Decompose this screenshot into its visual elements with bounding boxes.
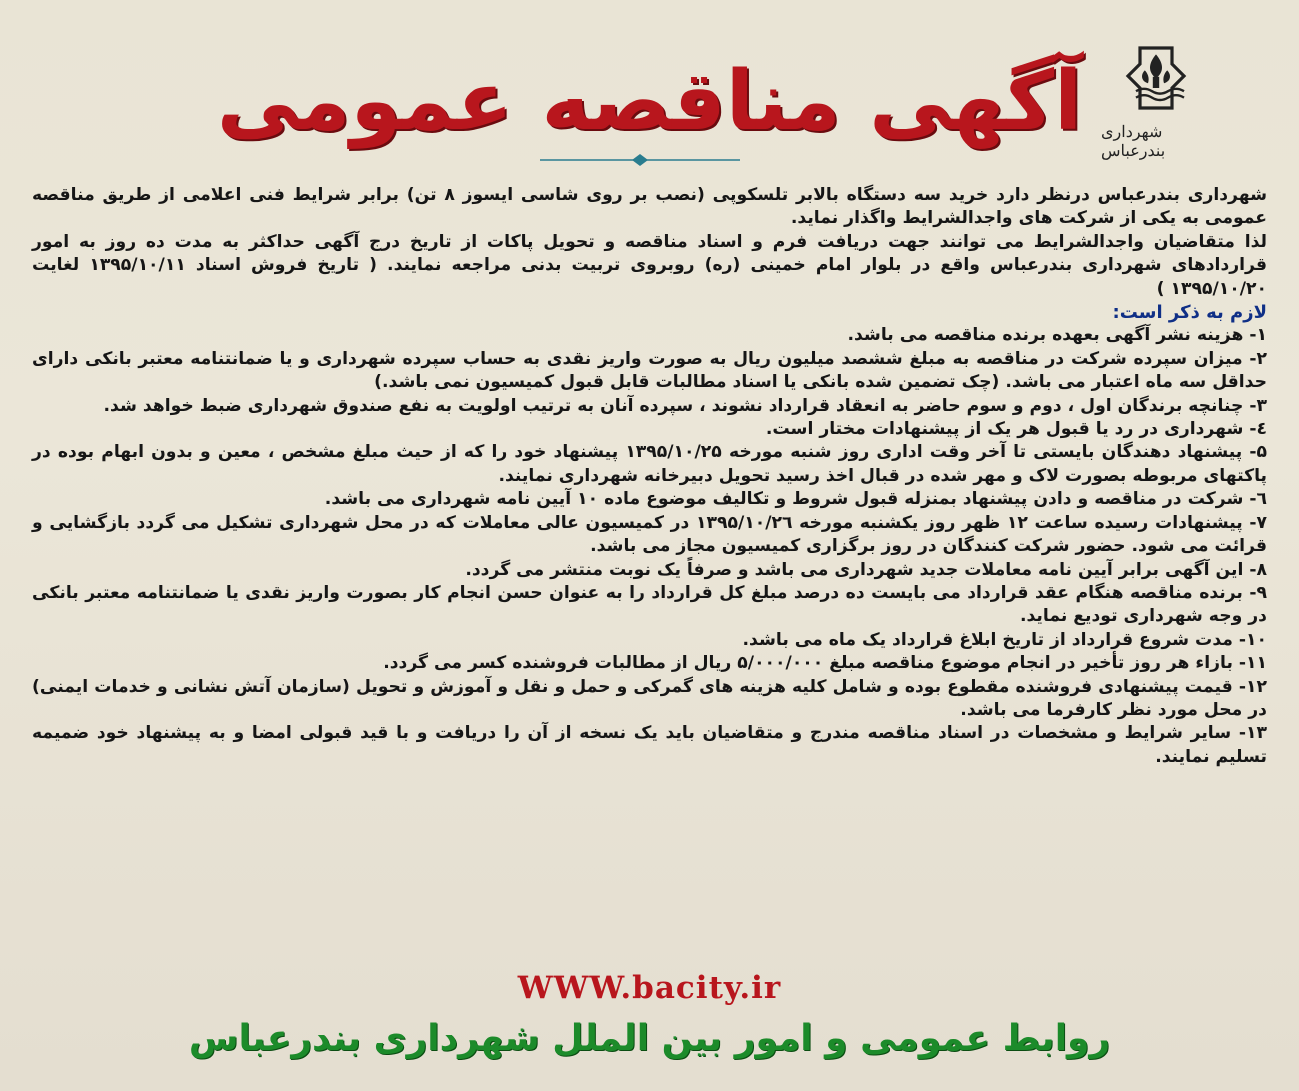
- list-item: ۵- پیشنهاد دهندگان بایستی تا آخر وقت اداری روز شنبه مورخه ۱۳۹۵/۱۰/۲۵ پیشنهاد خود را که از حیث مبلغ مشخص ، معین و بدون ابهام بوده در پاکتهای مربوطه بصورت لاک و مهر شده در قبال اخذ رسید تحویل دبیرخانه شهرداری نمایند.: [32, 442, 1267, 486]
- logo-caption: شهرداری بندرعباس: [1101, 122, 1166, 160]
- list-item: ٦- شرکت در مناقصه و دادن پیشنهاد بمنزله قبول شروط و تکالیف موضوع ماده ۱۰ آیین نامه شهرداری می باشد.: [324, 489, 1267, 510]
- list-item: ۱۳- سایر شرایط و مشخصات در اسناد مناقصه مندرج و متقاضیان باید یک نسخه از آن را دریافت و با قید قبولی امضا و به پیشنهاد خود ضمیمه تسلیم نمایند.: [32, 723, 1267, 767]
- intro-paragraph-2: لذا متقاضیان واجدالشرایط می توانند جهت دریافت فرم و اسناد مناقصه و تحویل پاکات از تاریخ درج آگهی حداکثر به مدت ده روز به امور قراردادهای شهرداری بندرعباس واقع در بلوار امام خمینی (ره) روبروی تربیت بدنی مراجعه نمایند. ( تاریخ فروش اسناد ۱۳۹۵/۱۰/۱۱ لغایت ۱۳۹۵/۱۰/۲۰ ): [32, 231, 1267, 299]
- list-item: ۸- این آگهی برابر آیین نامه معاملات جدید شهرداری می باشد و صرفاً یک نوبت منتشر می گردد.: [465, 559, 1267, 580]
- list-item: ۹- برنده مناقصه هنگام عقد قرارداد می بایست ده درصد مبلغ کل قرارداد را به عنوان حسن انجام کار بصورت واریز نقدی یا ضمانتنامه معتبر بانکی در وجه شهرداری تودیع نماید.: [32, 582, 1267, 627]
- footer-organization: روابط عمومی و امور بین الملل شهرداری بندرعباس: [188, 1018, 1111, 1059]
- list-item: ۱۱- بازاء هر روز تأخیر در انجام موضوع مناقصه مبلغ ۵/۰۰۰/۰۰۰ ریال از مطالبات فروشنده کسر می گردد.: [383, 653, 1267, 674]
- list-item: ۱- هزینه نشر آگهی بعهده برنده مناقصه می باشد.: [847, 325, 1267, 346]
- list-item: ٤- شهرداری در رد یا قبول هر یک از پیشنهادات مختار است.: [765, 419, 1267, 440]
- notes-heading: لازم به ذکر است:: [1112, 302, 1267, 324]
- list-item: ۱۰- مدت شروع قرارداد از تاریخ ابلاغ قرارداد یک ماه می باشد.: [742, 629, 1267, 650]
- list-item: ۱۲- قیمت پیشنهادی فروشنده مقطوع بوده و شامل کلیه هزینه های گمرکی و حمل و نقل و آموزش و تحویل (سازمان آتش نشانی و خدمات ایمنی) در محل مورد نظر کارفرما می باشد.: [32, 676, 1267, 720]
- title-ornament-icon: [540, 154, 740, 166]
- list-item: ۷- پیشنهادات رسیده ساعت ۱۲ ظهر روز یکشنبه مورخه ۱۳۹۵/۱۰/۲٦ در کمیسیون عالی معاملات که در محل شهرداری تشکیل می گردد بازگشایی و قرائت می شود. حضور شرکت کنندگان در روز برگزاری کمیسیون مجاز می باشد.: [32, 512, 1267, 557]
- list-item: ۳- چنانچه برندگان اول ، دوم و سوم حاضر به انعقاد قرارداد نشوند ، سپرده آنان به ترتیب اولویت به نفع صندوق شهرداری ضبط خواهد شد.: [103, 395, 1267, 416]
- notice-body: [32, 184, 1267, 769]
- list-item: ۲- میزان سپرده شرکت در مناقصه به مبلغ ششصد میلیون ریال به صورت واریز نقدی به حساب سپرده شهرداری و یا ضمانتنامه معتبر بانکی دارای حداقل سه ماه اعتبار می باشد. (چک تضمین شده بانکی یا اسناد مطالبات قابل قبول کمیسیون نمی باشد.): [32, 348, 1267, 393]
- intro-paragraph-1: شهرداری بندرعباس درنظر دارد خرید سه دستگاه بالابر تلسکوپی (نصب بر روی شاسی ایسوز ۸ تن) برابر شرایط فنی اعلامی از طریق مناقصه عمومی به یکی از شرکت های واجدالشرایط واگذار نماید.: [32, 185, 1267, 229]
- website-link[interactable]: WWW.bacity.ir: [517, 970, 782, 1006]
- notice-title: آگهی مناقصه عمومی: [216, 54, 1083, 149]
